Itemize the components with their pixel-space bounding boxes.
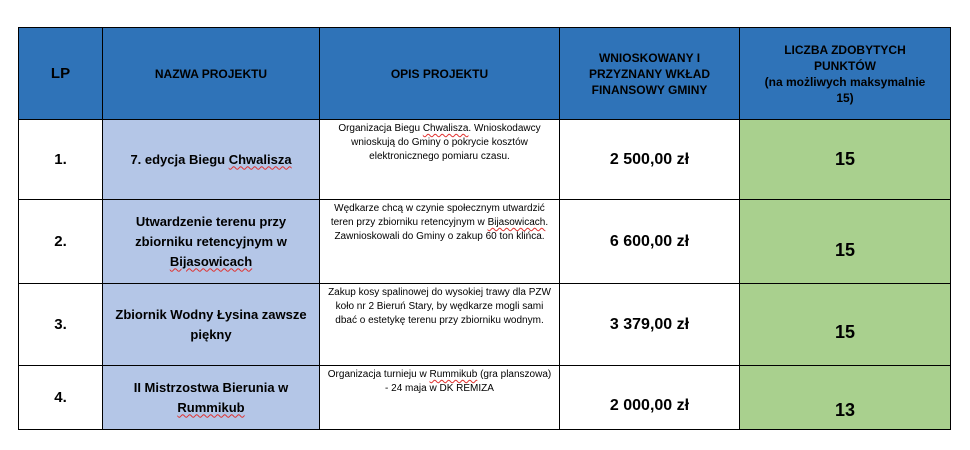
name-text: 7. edycja Biegu — [130, 151, 229, 167]
row-amount: 6 600,00 zł — [560, 200, 740, 284]
row-desc — [320, 120, 560, 200]
header-lp: LP — [19, 28, 103, 120]
row-lp: 1. — [19, 120, 103, 200]
header-points-line2: (na możliwych maksymalnie 15) — [764, 74, 926, 105]
header-amount-text: WNIOSKOWANY I PRZYZNANY WKŁAD FINANSOWY GMINY — [588, 50, 711, 97]
row-desc — [320, 284, 560, 366]
table-row — [19, 366, 951, 430]
row-points: 15 — [740, 200, 951, 284]
row-desc — [320, 200, 560, 284]
row-points: 13 — [740, 366, 951, 430]
desc-misspelled: Bijasowicach — [487, 217, 546, 228]
row-name — [103, 200, 320, 284]
desc-text-end: (gra planszowa) - 24 maja w DK REMIZA — [385, 369, 552, 394]
name-text: II Mistrzostwa Bierunia w — [133, 379, 289, 395]
row-points: 15 — [740, 284, 951, 366]
table-row — [19, 284, 951, 366]
header-amount — [560, 28, 740, 120]
desc-text-end: . Wnioskodawcy wnioskują do Gminy o pokrycie kosztów elektronicznego pomiaru czasu. — [351, 123, 541, 162]
name-misspelled: Bijasowicach — [169, 253, 253, 269]
name-text: Utwardzenie terenu przy zbiorniku retencyjnym w — [135, 213, 287, 249]
table-row — [19, 120, 951, 200]
row-name — [103, 366, 320, 430]
row-points: 15 — [740, 120, 951, 200]
row-lp: 2. — [19, 200, 103, 284]
desc-text: Wędkarze chcą w czynie społecznym utwardzić teren przy zbiorniku retencyjnym w — [330, 203, 545, 228]
row-amount: 2 000,00 zł — [560, 366, 740, 430]
desc-text: Organizacja turnieju w — [327, 369, 430, 380]
desc-misspelled: Rummikub — [429, 369, 478, 380]
row-amount: 2 500,00 zł — [560, 120, 740, 200]
name-misspelled: Chwalisza — [228, 151, 292, 167]
row-desc — [320, 366, 560, 430]
name-misspelled: Rummikub — [177, 399, 245, 415]
row-name — [103, 284, 320, 366]
desc-text: Organizacja Biegu — [338, 123, 423, 134]
row-amount: 3 379,00 zł — [560, 284, 740, 366]
name-text: Zbiornik Wodny Łysina zawsze piękny — [115, 306, 307, 342]
table-row — [19, 200, 951, 284]
row-lp: 3. — [19, 284, 103, 366]
desc-misspelled: Chwalisza — [422, 123, 469, 134]
header-points-line1: LICZBA ZDOBYTYCH PUNKTÓW — [784, 42, 906, 73]
desc-text: Zakup kosy spalinowej do wysokiej trawy dla PZW koło nr 2 Bieruń Stary, by wędkarze mogli sami dbać o estetykę terenu przy zbiorniku wodnym. — [328, 287, 551, 326]
header-points — [740, 28, 951, 120]
projects-table — [18, 27, 951, 430]
row-lp: 4. — [19, 366, 103, 430]
row-name — [103, 120, 320, 200]
header-name: NAZWA PROJEKTU — [103, 28, 320, 120]
desc-text-end: . Zawnioskowali do Gminy o zakup 60 ton klińca. — [334, 217, 549, 242]
header-row — [19, 28, 951, 120]
header-desc: OPIS PROJEKTU — [320, 28, 560, 120]
